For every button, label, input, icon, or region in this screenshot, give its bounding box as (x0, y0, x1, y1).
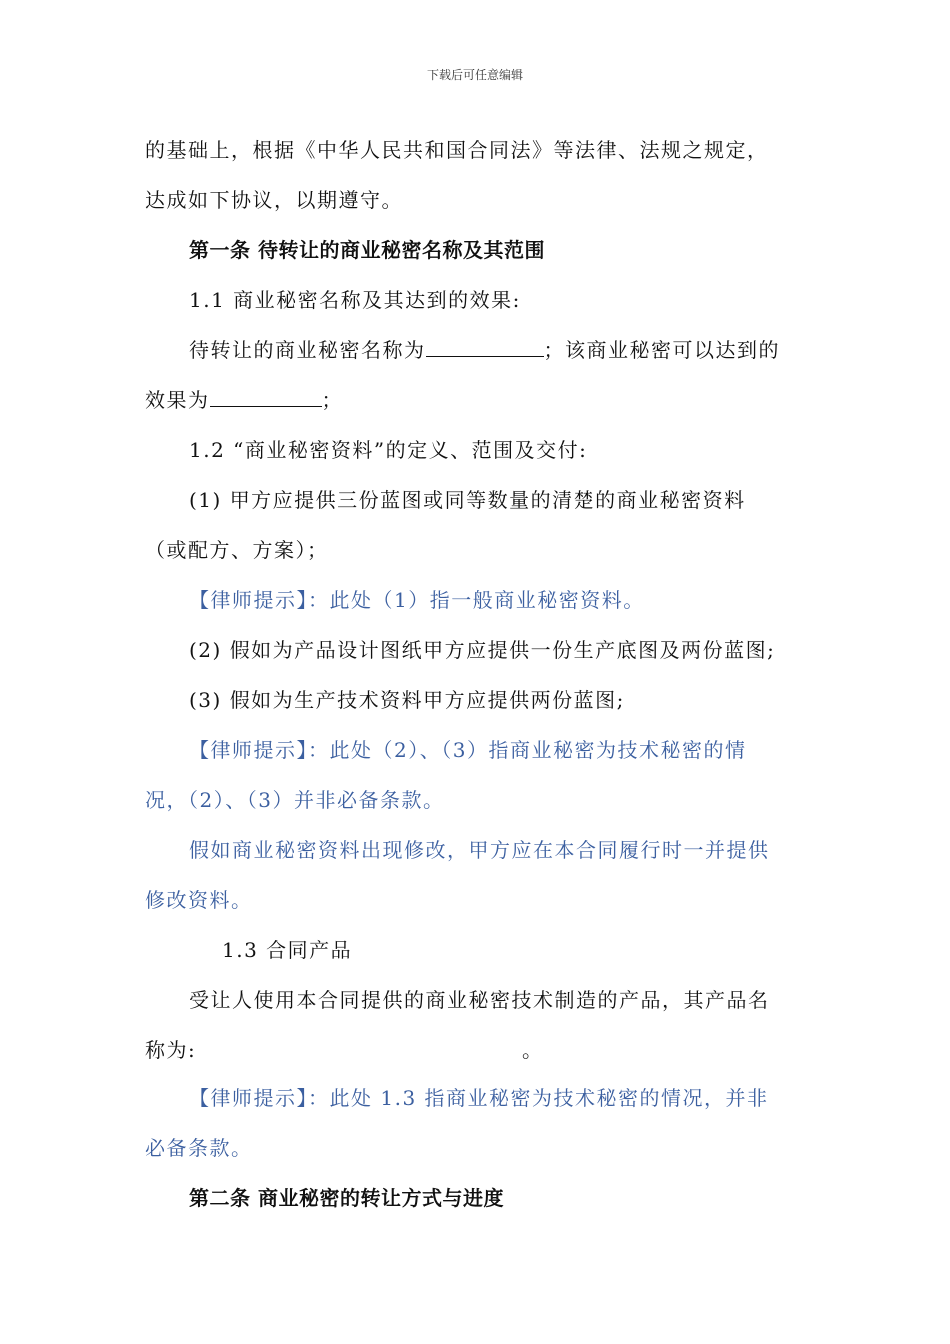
paragraph-line (145, 386, 343, 414)
fill-label: ； (321, 388, 343, 412)
list-item: (1) 甲方应提供三份蓝图或同等数量的清楚的商业秘密资料 (189, 488, 746, 512)
article-heading: 第二条 商业秘密的转让方式与进度 (189, 1186, 504, 1210)
fill-label: ；该商业秘密可以达到的 (543, 338, 780, 362)
lawyer-note: 修改资料。 (145, 888, 253, 912)
fill-label: 效果为 (145, 388, 210, 412)
paragraph-line: （或配方、方案）； (145, 538, 329, 562)
lawyer-note: 【律师提示】：此处（2）、（3）指商业秘密为技术秘密的情 (189, 738, 747, 762)
paragraph-line: 达成如下协议，以期遵守。 (145, 188, 403, 212)
list-item: (3) 假如为生产技术资料甲方应提供两份蓝图; (189, 688, 625, 712)
fill-label: 待转让的商业秘密名称为 (189, 338, 426, 362)
lawyer-note: 【律师提示】：此处（1）指一般商业秘密资料。 (189, 588, 645, 612)
section-heading: 1.3 合同产品 (222, 938, 353, 962)
lawyer-note: 必备条款。 (145, 1136, 253, 1160)
article-heading: 第一条 待转让的商业秘密名称及其范围 (189, 238, 545, 262)
paragraph-line: 称为: (145, 1038, 197, 1062)
paragraph-line: 受让人使用本合同提供的商业秘密技术制造的产品，其产品名 (189, 988, 770, 1012)
fill-blank[interactable] (426, 336, 544, 357)
paragraph-line (189, 336, 780, 364)
section-heading: 1.2 “商业秘密资料”的定义、范围及交付: (189, 438, 588, 462)
paragraph-line: 。 (522, 1038, 544, 1062)
page-header: 下载后可任意编辑 (426, 68, 523, 82)
section-heading: 1.1 商业秘密名称及其达到的效果: (189, 288, 521, 312)
lawyer-note: 【律师提示】：此处 1.3 指商业秘密为技术秘密的情况，并非 (189, 1086, 769, 1110)
lawyer-note: 况，（2）、（3）并非必备条款。 (145, 788, 445, 812)
list-item: (2) 假如为产品设计图纸甲方应提供一份生产底图及两份蓝图; (189, 638, 776, 662)
lawyer-note: 假如商业秘密资料出现修改，甲方应在本合同履行时一并提供 (189, 838, 770, 862)
fill-blank[interactable] (210, 386, 322, 407)
paragraph-line: 的基础上，根据《中华人民共和国合同法》等法律、法规之规定， (145, 138, 769, 162)
